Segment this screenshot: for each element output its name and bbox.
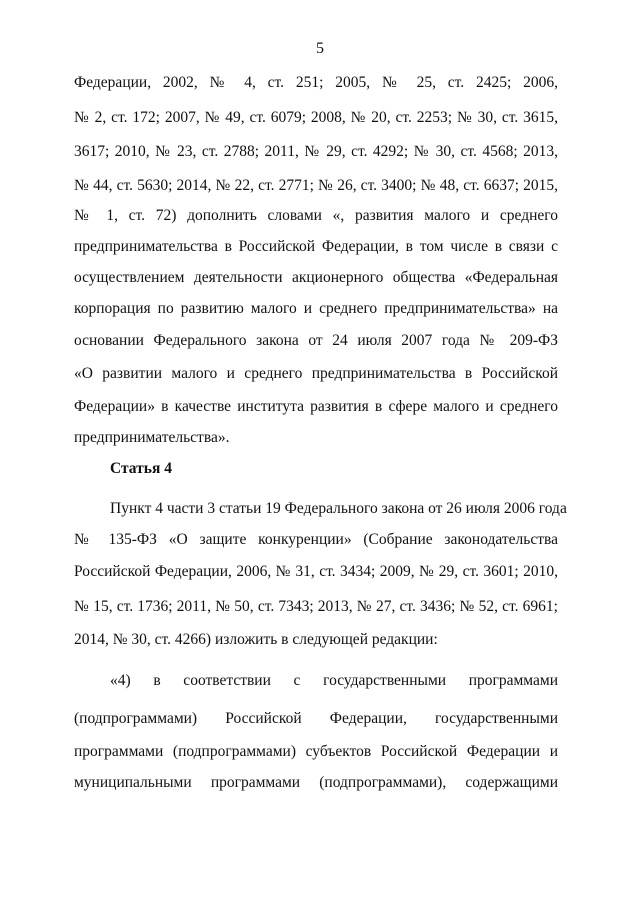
paragraph1-line-7: осуществлением деятельности акционерного общества «Федеральная [74,269,558,286]
paragraph1-line-1: Федерации, 2002, № 4, ст. 251; 2005, № 25, ст. 2425; 2006, [74,74,558,91]
paragraph3-line-2: (подпрограммами) Российской Федерации, государственными [74,710,558,727]
paragraph1-line-6: предпринимательства в Российской Федерации, в том числе в связи с [74,238,558,255]
paragraph2-line-3: Российской Федерации, 2006, № 31, ст. 3434; 2009, № 29, ст. 3601; 2010, [74,563,558,580]
paragraph1-line-8: корпорация по развитию малого и среднего предпринимательства» на [74,300,558,317]
paragraph3-line-4: муниципальными программами (подпрограммами), содержащими [74,774,558,791]
paragraph1-line-4: № 44, ст. 5630; 2014, № 22, ст. 2771; № 26, ст. 3400; № 48, ст. 6637; 2015, [74,177,558,194]
paragraph1-line-3: 3617; 2010, № 23, ст. 2788; 2011, № 29, ст. 4292; № 30, ст. 4568; 2013, [74,143,558,160]
paragraph1-line-12: предпринимательства». [74,429,230,446]
paragraph3-line-1: «4) в соответствии с государственными программами [110,672,558,689]
article-heading: Статья 4 [110,460,172,477]
paragraph3-line-3: программами (подпрограммами) субъектов Российской Федерации и [74,743,558,760]
paragraph1-line-11: Федерации» в качестве института развития в сфере малого и среднего [74,398,558,415]
paragraph2-line-2: № 135-ФЗ «О защите конкуренции» (Собрание законодательства [74,531,558,548]
paragraph1-line-5: № 1, ст. 72) дополнить словами «, развития малого и среднего [74,207,558,224]
paragraph2-line-5: 2014, № 30, ст. 4266) изложить в следующей редакции: [74,631,438,648]
paragraph1-line-9: основании Федерального закона от 24 июля 2007 года № 209-ФЗ [74,332,558,349]
paragraph1-line-2: № 2, ст. 172; 2007, № 49, ст. 6079; 2008, № 20, ст. 2253; № 30, ст. 3615, [74,109,558,126]
page-number: 5 [316,40,324,57]
paragraph2-line-4: № 15, ст. 1736; 2011, № 50, ст. 7343; 2013, № 27, ст. 3436; № 52, ст. 6961; [74,598,558,615]
paragraph2-line-1: Пункт 4 части 3 статьи 19 Федерального закона от 26 июля 2006 года [110,500,567,517]
paragraph1-line-10: «О развитии малого и среднего предпринимательства в Российской [74,365,558,382]
